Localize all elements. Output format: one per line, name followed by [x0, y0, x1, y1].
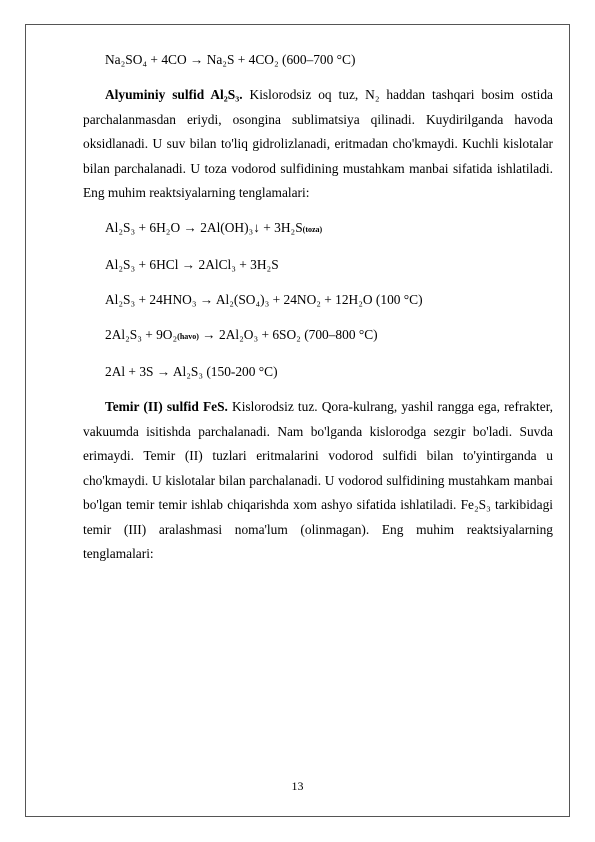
equation-hydrolysis: Al₂S₃ + 6H₂O → 2Al(OH)₃↓ + 3H₂S(toza) [105, 220, 323, 235]
equation-synthesis: 2Al + 3S → Al₂S₃ (150-200 °C) [105, 364, 278, 379]
paragraph-aluminium-sulfide [83, 83, 553, 206]
page-number: 13 [291, 779, 304, 793]
paragraph-iron-sulfide [83, 395, 553, 567]
equation-hcl: Al₂S₃ + 6HCl → 2AlCl₃ + 3H₂S [105, 257, 279, 272]
paragraph-text: Kislorodsiz oq tuz, N₂ haddan tashqari bosim ostida parchalanmasdan eriydi, osongina sublimatsiya qilinadi. Kuydirilganda havoda oksidlanadi. U suv bilan to'liq gidrolizlanadi, eritmadan cho'kmaydi. Kuchli kislotalar bilan parchalanadi. U toza vodorod sulfidining mustahkam manbai sifatida ishlatiladi. Eng muhim reaktsiyalarning tenglamalari: [83, 87, 553, 200]
paragraph-text: Kislorodsiz tuz. Qora-kulrang, yashil rangga ega, refrakter, vakuumda isitishda parchalanadi. Nam bo'lganda kislorodga sezgir bo'ladi. Suvda erimaydi. Temir (II) tuzlari eritmalarini vodorod sulfidi bilan to'yintirganda u cho'kmaydi. U kislotalar bilan parchalanadi. U vodorod sulfidining mustahkam manbai bo'lgan temir temir ishlab chiqarishda xom ashyo sifatida ishlatiladi. Fe₂S₃ tarkibidagi temir (III) aralashmasi noma'lum (olinmagan). Eng muhim reaktsiyalarning tenglamalari: [83, 399, 553, 561]
heading-iron-sulfide: Temir (II) sulfid FeS. [105, 399, 228, 414]
heading-aluminium-sulfide: Alyuminiy sulfid Al₂S₃. [105, 87, 243, 102]
equation-oxidation: 2Al₂S₃ + 9O₂(havo) → 2Al₂O₃ + 6SO₂ (700–800 °C) [105, 327, 378, 342]
document-body [83, 48, 553, 577]
equation-nitric-acid: Al₂S₃ + 24HNO₃ → Al₂(SO₄)₃ + 24NO₂ + 12H₂O (100 °C) [105, 292, 423, 307]
equation-sodium-sulfate: Na₂SO₄ + 4CO → Na₂S + 4CO₂ (600–700 °C) [105, 52, 356, 67]
